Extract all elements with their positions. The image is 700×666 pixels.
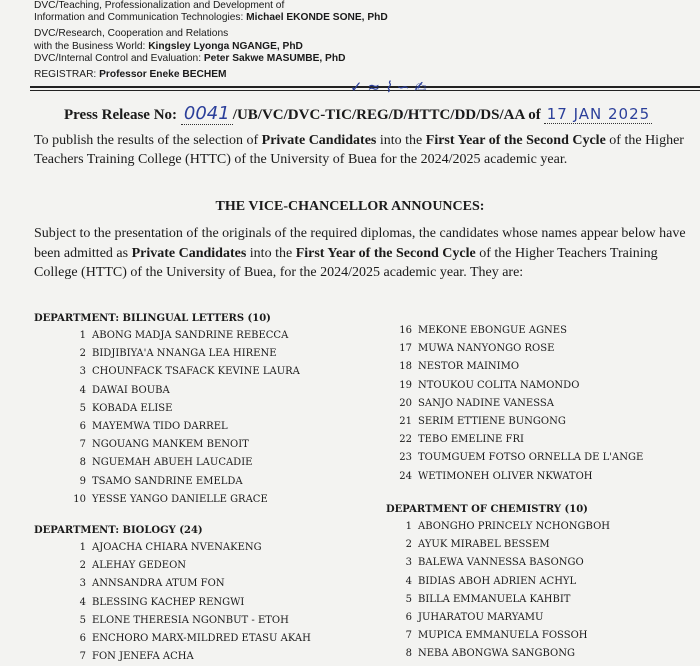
candidate-name: SANJO NADINE VANESSA [418,397,554,409]
candidate-row [66,400,300,418]
candidate-number: 5 [79,402,86,414]
department-title: DEPARTMENT: BILINGUAL LETTERS (10) [34,313,271,324]
candidate-row [392,413,643,431]
candidate-number: 9 [79,475,86,487]
candidate-row [66,594,311,612]
candidate-name: WETIMONEH OLIVER NKWATOH [418,470,593,482]
candidate-number: 19 [399,379,412,391]
candidate-row [66,575,311,593]
candidate-number: 1 [405,521,412,532]
candidate-row [392,627,610,645]
official-title: DVC/Research, Cooperation and Relations [34,28,229,40]
candidate-number: 2 [79,348,86,360]
official-name: Kingsley Lyonga NGANGE, PhD [148,40,303,52]
candidate-name: SERIM ETTIENE BUNGONG [418,416,566,428]
candidate-name: MAYEMWA TIDO DARREL [92,421,228,433]
official-title: DVC/Internal Control and Evaluation: [34,52,204,64]
candidate-name: TOUMGUEM FOTSO ORNELLA DE L'ANGE [418,452,644,464]
candidate-name: NTOUKOU COLITA NAMONDO [418,379,580,391]
official-title: Information and Communication Technologies: [34,12,247,24]
candidate-row [392,322,643,340]
candidate-name: MEKONE EBONGUE AGNES [418,325,567,336]
candidate-number: 20 [399,397,412,409]
candidate-name: DAWAI BOUBA [92,384,170,396]
candidate-number: 6 [405,612,412,624]
candidate-list [66,539,311,666]
candidate-name: ABONGHO PRINCELY NCHONGBOH [418,521,610,532]
candidate-name: BIDIAS ABOH ADRIEN ACHYL [418,575,577,587]
press-release-reference: /UB/VC/DVC-TIC/REG/D/HTTC/DD/DS/AA [232,107,525,123]
candidate-name: BILLA EMMANUELA KAHBIT [418,593,571,605]
candidate-row [66,491,300,509]
candidate-row [66,436,300,454]
candidate-row [66,539,311,557]
candidate-number: 3 [405,557,412,569]
candidate-name: YESSE YANGO DANIELLE GRACE [92,493,268,505]
candidate-name: MUWA NANYONGO ROSE [418,343,555,355]
candidate-number: 16 [399,325,412,336]
candidate-number: 4 [405,575,412,587]
candidate-row [66,363,300,381]
candidate-row [66,327,300,345]
candidate-row [392,609,610,627]
candidate-row [66,382,300,400]
candidate-name: TSAMO SANDRINE EMELDA [92,475,243,487]
candidate-name: MUPICA EMMANUELA FOSSOH [418,630,588,642]
announcement-paragraph: Subject to the presentation of the originals of the required diplomas, the candidates whose names appear below have been admitted as Private Candidates into the First Year of the Second Cycle of the Higher Teachers Training College (HTTC) of the University of Buea, for the 2024/2025 academic year. They are: [34,226,686,280]
official-name: Michael EKONDE SONE, PhD [246,12,388,24]
candidate-number: 10 [73,493,86,505]
official-name: Peter Sakwe MASUMBE, PhD [203,52,346,64]
candidate-list [392,322,643,486]
press-release-number: 0041 [181,103,233,125]
candidate-row [66,648,311,666]
department-title: DEPARTMENT OF CHEMISTRY (10) [386,504,588,515]
department-bilingual-letters [34,313,300,509]
candidate-number: 7 [79,439,86,451]
candidate-row [392,518,610,536]
candidate-row [392,536,610,554]
registrar-name: Professor Eneke BECHEM [99,69,227,80]
candidate-name: AYUK MIRABEL BESSEM [418,539,550,551]
registrar-line: REGISTRAR: Professor Eneke BECHEM [34,69,227,80]
candidate-row [66,454,300,472]
candidate-name: ELONE THERESIA NGONBUT - ETOH [92,614,289,626]
press-release-date: 17 JAN 2025 [544,105,652,124]
handwritten-initials: ✓ ≈ ⌇ ∽ ✍ [350,78,427,96]
candidate-number: 17 [399,343,412,355]
candidate-name: JUHARATOU MARYAMU [418,612,544,624]
officials-list [34,0,388,69]
candidate-row [66,418,300,436]
department-biology [34,525,311,666]
candidate-number: 6 [79,421,86,433]
candidate-name: BALEWA VANNESSA BASONGO [418,557,584,569]
candidate-number: 1 [79,330,86,341]
candidate-number: 24 [399,470,412,482]
candidate-row [392,645,610,663]
candidate-number: 4 [79,596,86,608]
candidate-number: 8 [79,457,86,469]
candidate-number: 2 [79,560,86,572]
candidate-name: KOBADA ELISE [92,402,173,414]
candidate-row [392,377,643,395]
candidate-number: 18 [399,361,412,373]
candidate-number: 1 [79,542,86,553]
candidate-row [392,449,643,467]
candidate-list [392,518,610,664]
candidate-number: 3 [79,578,86,590]
candidate-row [392,431,643,449]
candidate-row [392,554,610,572]
press-release-line: Press Release No: 0041 /UB/VC/DVC-TIC/REG/D/HTTC/DD/DS/AA of 17 JAN 2025 [64,103,652,125]
candidate-number: 6 [79,633,86,645]
candidate-name: TEBO EMELINE FRI [418,434,524,446]
candidate-row [392,340,643,358]
candidate-name: ENCHORO MARX-MILDRED ETASU AKAH [92,633,311,645]
candidate-number: 22 [399,434,412,446]
candidate-number: 5 [79,614,86,626]
candidate-row [66,557,311,575]
candidate-number: 2 [405,539,412,551]
candidate-name: CHOUNFACK TSAFACK KEVINE LAURA [92,366,300,378]
candidate-number: 23 [399,452,412,464]
candidate-name: NEBA ABONGWA SANGBONG [418,648,575,660]
candidate-number: 3 [79,366,86,378]
candidate-number: 7 [405,630,412,642]
announcement-heading: THE VICE-CHANCELLOR ANNOUNCES: [215,199,485,214]
official-dvc-teaching [34,0,388,24]
candidate-number: 7 [79,651,86,663]
candidate-row [392,573,610,591]
candidate-name: BLESSING KACHEP RENGWI [92,596,245,608]
candidate-name: ALEHAY GEDEON [92,560,187,572]
candidate-row [392,468,643,486]
candidate-name: NGUEMAH ABUEH LAUCADIE [92,457,253,469]
official-title: with the Business World: [34,40,149,52]
purpose-paragraph: To publish the results of the selection of Private Candidates into the First Year of the Second Cycle of the Higher Teachers Training College (HTTC) of the University of Buea for the 2024/2025 academic year. [34,133,684,167]
candidate-name: ANNSANDRA ATUM FON [92,578,225,590]
candidate-number: 8 [405,648,412,660]
candidate-number: 5 [405,593,412,605]
candidate-row [392,591,610,609]
official-dvc-research [34,28,388,65]
department-bilingual-letters-continued [392,322,643,486]
candidate-number: 4 [79,384,86,396]
department-chemistry [386,504,610,664]
candidate-row [66,473,300,491]
candidate-name: AJOACHA CHIARA NVENAKENG [92,542,262,553]
candidate-row [392,358,643,376]
candidate-row [392,395,643,413]
official-title: DVC/Teaching, Professionalization and Development of [34,0,285,11]
candidate-name: ABONG MADJA SANDRINE REBECCA [92,330,289,341]
candidate-name: NESTOR MAINIMO [418,361,520,373]
candidate-row [66,345,300,363]
candidate-name: BIDJIBIYA'A NNANGA LEA HIRENE [92,348,277,360]
candidate-row [66,630,311,648]
press-release-label: Press Release No: [64,107,181,123]
candidate-name: FON JENEFA ACHA [92,651,194,663]
candidate-list [66,327,300,509]
candidate-row [66,612,311,630]
candidate-number: 21 [399,416,412,428]
candidate-name: NGOUANG MANKEM BENOIT [92,439,249,451]
department-title: DEPARTMENT: BIOLOGY (24) [34,525,203,536]
